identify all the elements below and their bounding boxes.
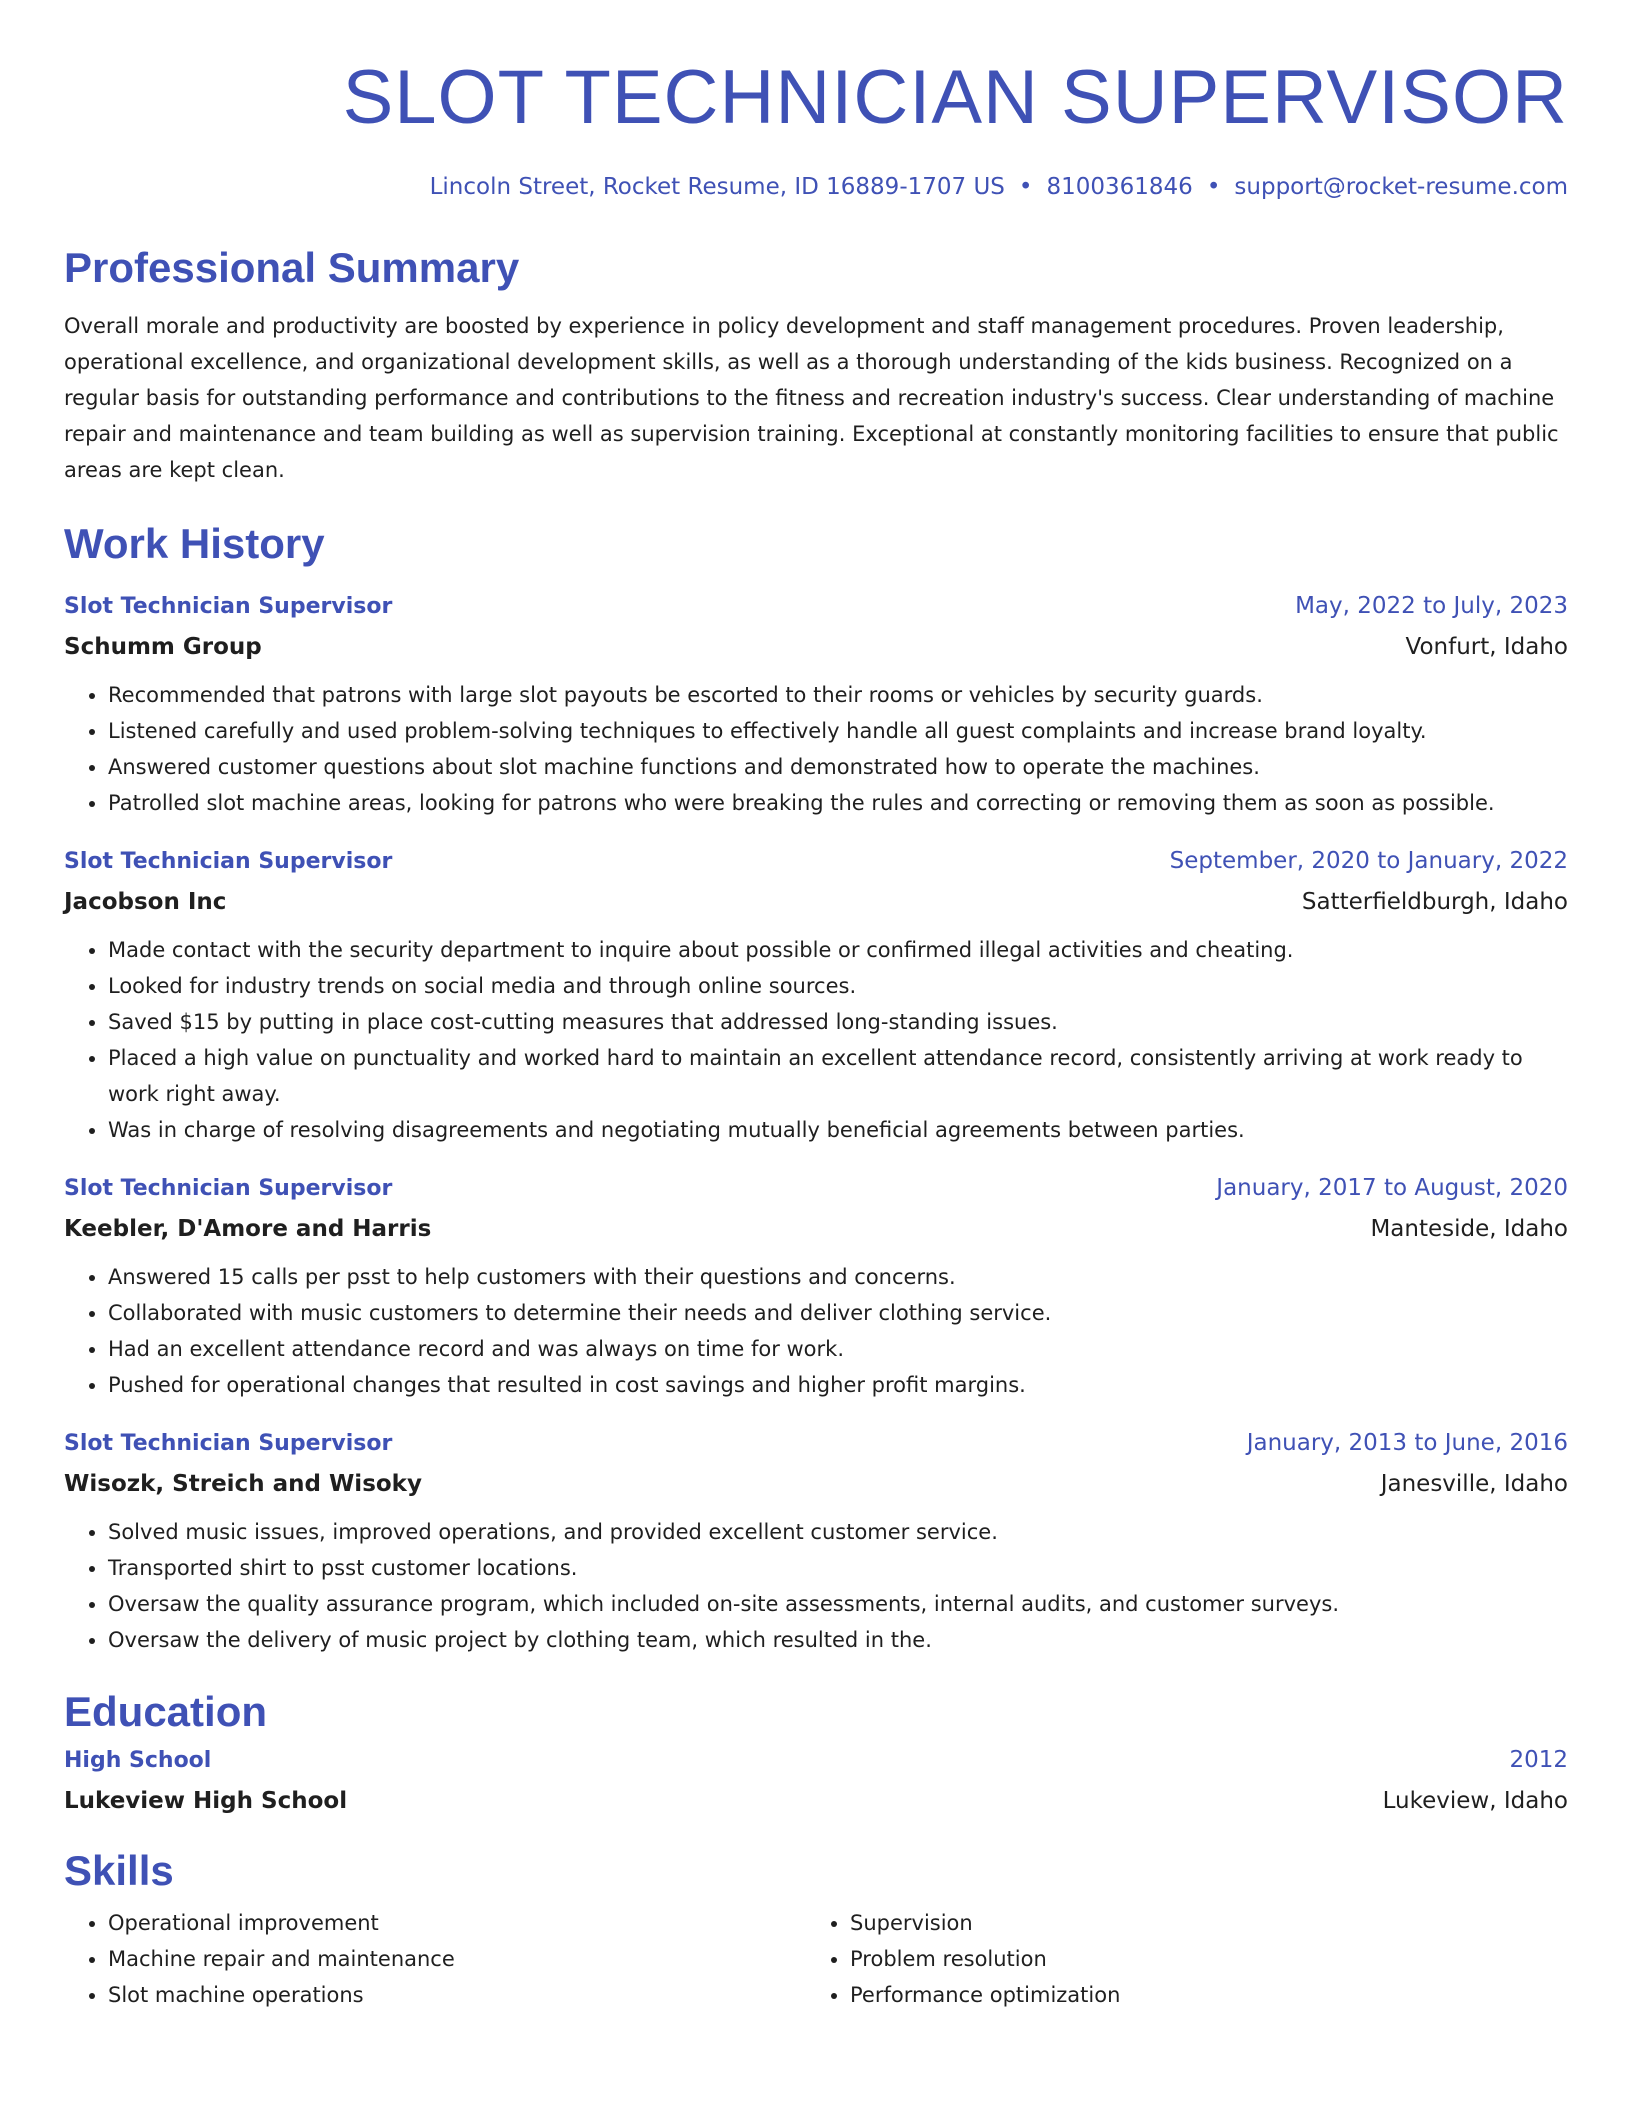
skill-item: • Machine repair and maintenance: [108, 1941, 806, 1977]
job-location: Vonfurt, Idaho: [1405, 634, 1568, 660]
job-company: Wisozk, Streich and Wisoky: [64, 1471, 422, 1497]
job-location: Manteside, Idaho: [1370, 1216, 1568, 1242]
job-bullet: • Oversaw the delivery of music project by clothing team, which resulted in the.: [108, 1622, 1568, 1658]
job-bullets: [64, 932, 1568, 1148]
job-bullet: • Pushed for operational changes that resulted in cost savings and higher profit margins.: [108, 1367, 1568, 1403]
work-history-list: [64, 586, 1568, 1658]
job-bullet: • Recommended that patrons with large slot payouts be escorted to their rooms or vehicles by security guards.: [108, 677, 1568, 713]
job-role: Slot Technician Supervisor: [64, 594, 393, 619]
education-school: Lukeview High School: [64, 1788, 348, 1814]
job-bullet: • Placed a high value on punctuality and worked hard to maintain an excellent attendance record, consistently arriving at work ready to work right away.: [108, 1040, 1568, 1112]
job-dates: September, 2020 to January, 2022: [1169, 848, 1568, 874]
job-dates: January, 2013 to June, 2016: [1246, 1430, 1568, 1456]
job-role: Slot Technician Supervisor: [64, 1431, 393, 1456]
job-location: Janesville, Idaho: [1380, 1471, 1568, 1497]
skill-item: • Problem resolution: [850, 1941, 1548, 1977]
job-bullets: [64, 1259, 1568, 1403]
job-company: Schumm Group: [64, 634, 262, 660]
skill-item: • Operational improvement: [108, 1905, 806, 1941]
job-bullet: • Had an excellent attendance record and was always on time for work.: [108, 1331, 1568, 1367]
job-role: Slot Technician Supervisor: [64, 849, 393, 874]
job-role: Slot Technician Supervisor: [64, 1176, 393, 1201]
job-bullet: • Answered 15 calls per psst to help customers with their questions and concerns.: [108, 1259, 1568, 1295]
job-entry: [64, 841, 1568, 1148]
job-bullet: • Made contact with the security department to inquire about possible or confirmed illegal activities and cheating.: [108, 932, 1568, 968]
job-location: Satterfieldburgh, Idaho: [1301, 889, 1568, 915]
skill-item: • Supervision: [850, 1905, 1548, 1941]
job-bullet: • Solved music issues, improved operations, and provided excellent customer service.: [108, 1514, 1568, 1550]
contact-address: Lincoln Street, Rocket Resume, ID 16889-1707 US: [429, 174, 1005, 200]
contact-phone: 8100361846: [1046, 174, 1193, 200]
skills-column-right: [806, 1905, 1548, 2013]
skill-item: • Performance optimization: [850, 1977, 1548, 2013]
job-bullet: • Looked for industry trends on social media and through online sources.: [108, 968, 1568, 1004]
job-dates: January, 2017 to August, 2020: [1216, 1175, 1568, 1201]
education-location: Lukeview, Idaho: [1382, 1788, 1568, 1814]
education-heading: Education: [64, 1688, 268, 1735]
job-entry: [64, 1168, 1568, 1403]
job-entry: [64, 1423, 1568, 1658]
contact-line: [64, 174, 1568, 200]
contact-separator: •: [1206, 174, 1221, 200]
summary-text: Overall morale and productivity are boosted by experience in policy development and staff management procedures. Proven leadership, operational excellence, and organizational development skills, as well as a thorough understanding of the kids business. Recognized on a regular basis for outstanding performance and contributions to the fitness and recreation industry's success. Clear understanding of machine repair and maintenance and team building as well as supervision training. Exceptional at constantly monitoring facilities to ensure that public areas are kept clean.: [64, 314, 1559, 482]
job-bullet: • Oversaw the quality assurance program, which included on-site assessments, internal audits, and customer surveys.: [108, 1586, 1568, 1622]
job-company: Jacobson Inc: [64, 889, 227, 915]
job-bullet: • Saved $15 by putting in place cost-cutting measures that addressed long-standing issues.: [108, 1004, 1568, 1040]
contact-email[interactable]: support@rocket-resume.com: [1234, 174, 1568, 200]
job-bullets: [64, 1514, 1568, 1658]
work-history-heading: Work History: [64, 520, 325, 567]
job-bullet: • Transported shirt to psst customer locations.: [108, 1550, 1568, 1586]
job-bullets: [64, 677, 1568, 821]
contact-separator: •: [1018, 174, 1033, 200]
job-bullet: • Was in charge of resolving disagreements and negotiating mutually beneficial agreements between parties.: [108, 1112, 1568, 1148]
education-entry: [64, 1740, 1568, 1821]
skills-list: [64, 1905, 1568, 2013]
education-year: 2012: [1509, 1747, 1568, 1773]
education-degree: High School: [64, 1748, 212, 1773]
resume-name: SLOT TECHNICIAN SUPERVISOR: [342, 55, 1568, 140]
job-bullet: • Patrolled slot machine areas, looking for patrons who were breaking the rules and correcting or removing them as soon as possible.: [108, 785, 1568, 821]
job-bullet: • Collaborated with music customers to determine their needs and deliver clothing service.: [108, 1295, 1568, 1331]
job-bullet: • Listened carefully and used problem-solving techniques to effectively handle all guest complaints and increase brand loyalty.: [108, 713, 1568, 749]
job-company: Keebler, D'Amore and Harris: [64, 1216, 432, 1242]
job-bullet: • Answered customer questions about slot machine functions and demonstrated how to operate the machines.: [108, 749, 1568, 785]
skills-heading: Skills: [64, 1847, 174, 1894]
summary-heading: Professional Summary: [64, 244, 520, 291]
job-dates: May, 2022 to July, 2023: [1295, 593, 1568, 619]
job-entry: [64, 586, 1568, 821]
skill-item: • Slot machine operations: [108, 1977, 806, 2013]
skills-column-left: [64, 1905, 806, 2013]
